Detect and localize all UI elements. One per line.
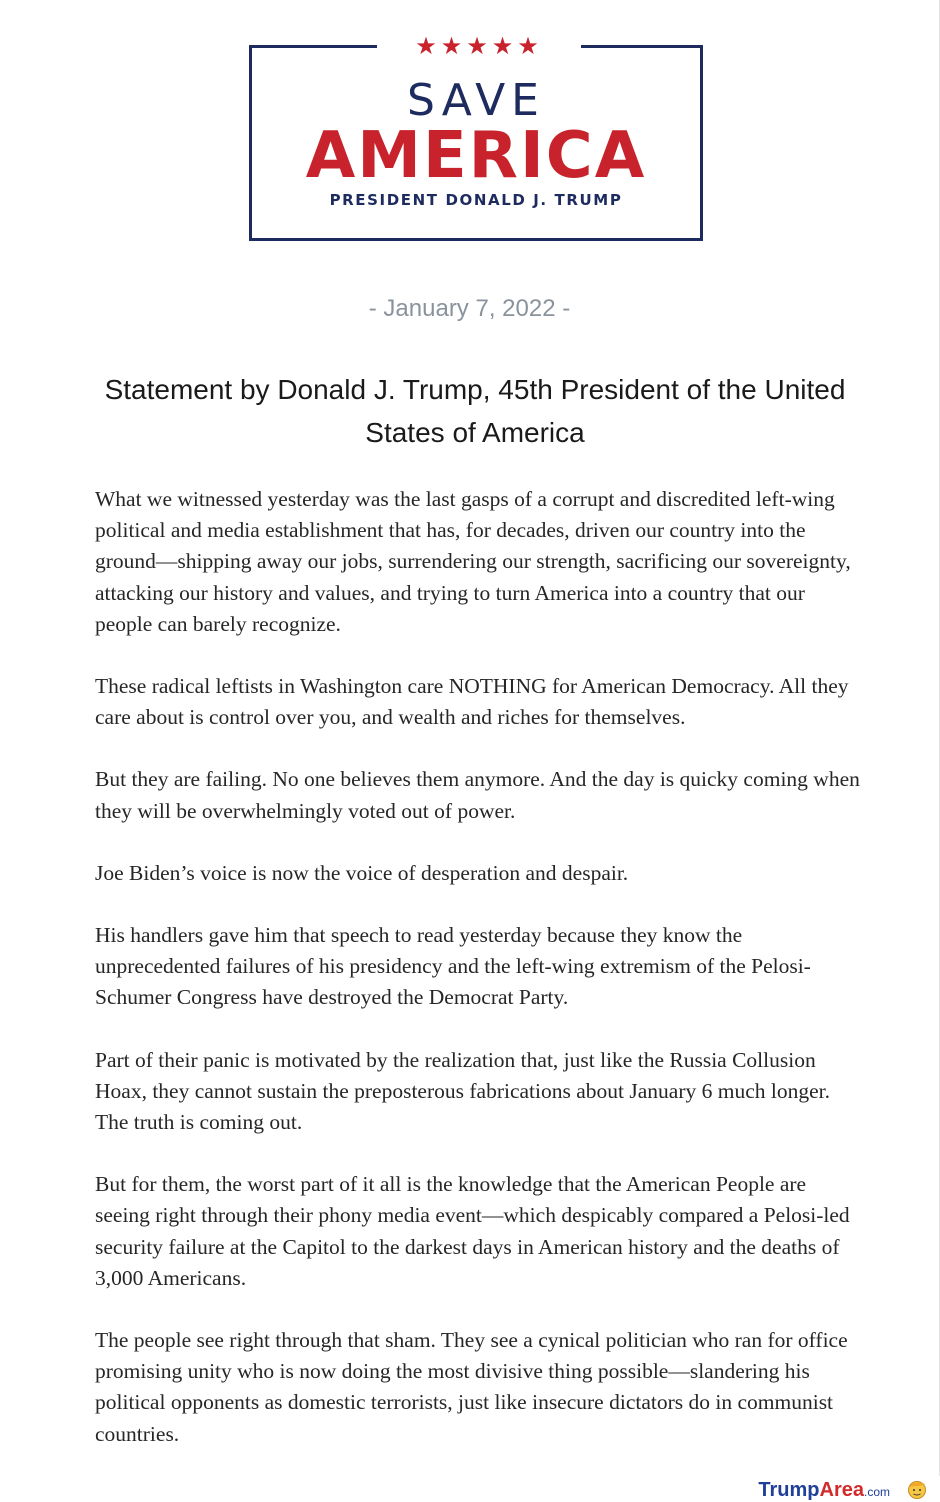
paragraph-8: The people see right through that sham. They see a cynical politician who ran for office promising unity who is now doing the most divisive thing possible—slandering his political opponents as domestic terrorists, just like insecure dictators do in communist countries. bbox=[95, 1328, 848, 1446]
watermark-logo bbox=[758, 1478, 890, 1502]
paragraph-2: These radical leftists in Washington care NOTHING for American Democracy. All they care about is control over you, and wealth and riches for themselves. bbox=[95, 674, 849, 730]
statement-body bbox=[95, 484, 865, 1481]
paragraph-4: Joe Biden’s voice is now the voice of desperation and despair. bbox=[95, 860, 629, 885]
stars-icon: ★★★★★ bbox=[415, 32, 543, 60]
footer-bar bbox=[0, 1476, 940, 1502]
paragraph-1: What we witnessed yesterday was the last gasps of a corrupt and discredited left-wing political and media establishment that has, for decades, driven our country into the ground—shipping away our jobs, surrendering our strength, sacrificing our sovereignty, attacking our history and values, and trying to turn America into a country that our people can barely recognize. bbox=[95, 487, 851, 636]
watermark-part-area: Area bbox=[819, 1479, 864, 1501]
save-america-logo bbox=[249, 32, 703, 241]
paragraph-6: Part of their panic is motivated by the realization that, just like the Russia Collusion Hoax, they cannot sustain the preposterous fabrications about January 6 much longer. The truth is coming out. bbox=[95, 1047, 830, 1135]
statement-title: Statement by Donald J. Trump, 45th President of the United States of America bbox=[104, 374, 846, 448]
watermark-part-trump: Trump bbox=[758, 1479, 820, 1501]
trump-face-icon bbox=[906, 1478, 928, 1500]
paragraph-5: His handlers gave him that speech to read yesterday because they know the unprecedented failures of his presidency and the left-wing extremism of the Pelosi-Schumer Congress have destroyed the Democrat Party. bbox=[95, 923, 811, 1010]
paragraph-3: But they are failing. No one believes them anymore. And the day is quicky coming when they will be overwhelmingly voted out of power. bbox=[95, 767, 860, 823]
paragraph-7: But for them, the worst part of it all is the knowledge that the American People are seeing right through their phony media event—which despicably compared a Pelosi-led security failure at the Capitol to the darkest days in American history and the deaths of 3,000 Americans. bbox=[95, 1172, 850, 1290]
watermark-part-com: .com bbox=[863, 1485, 890, 1499]
statement-date: - January 7, 2022 - bbox=[368, 295, 571, 322]
logo-subtitle: PRESIDENT DONALD J. TRUMP bbox=[329, 191, 623, 209]
logo-save-text: SAVE bbox=[407, 75, 545, 126]
logo-america-text: AMERICA bbox=[305, 119, 647, 193]
